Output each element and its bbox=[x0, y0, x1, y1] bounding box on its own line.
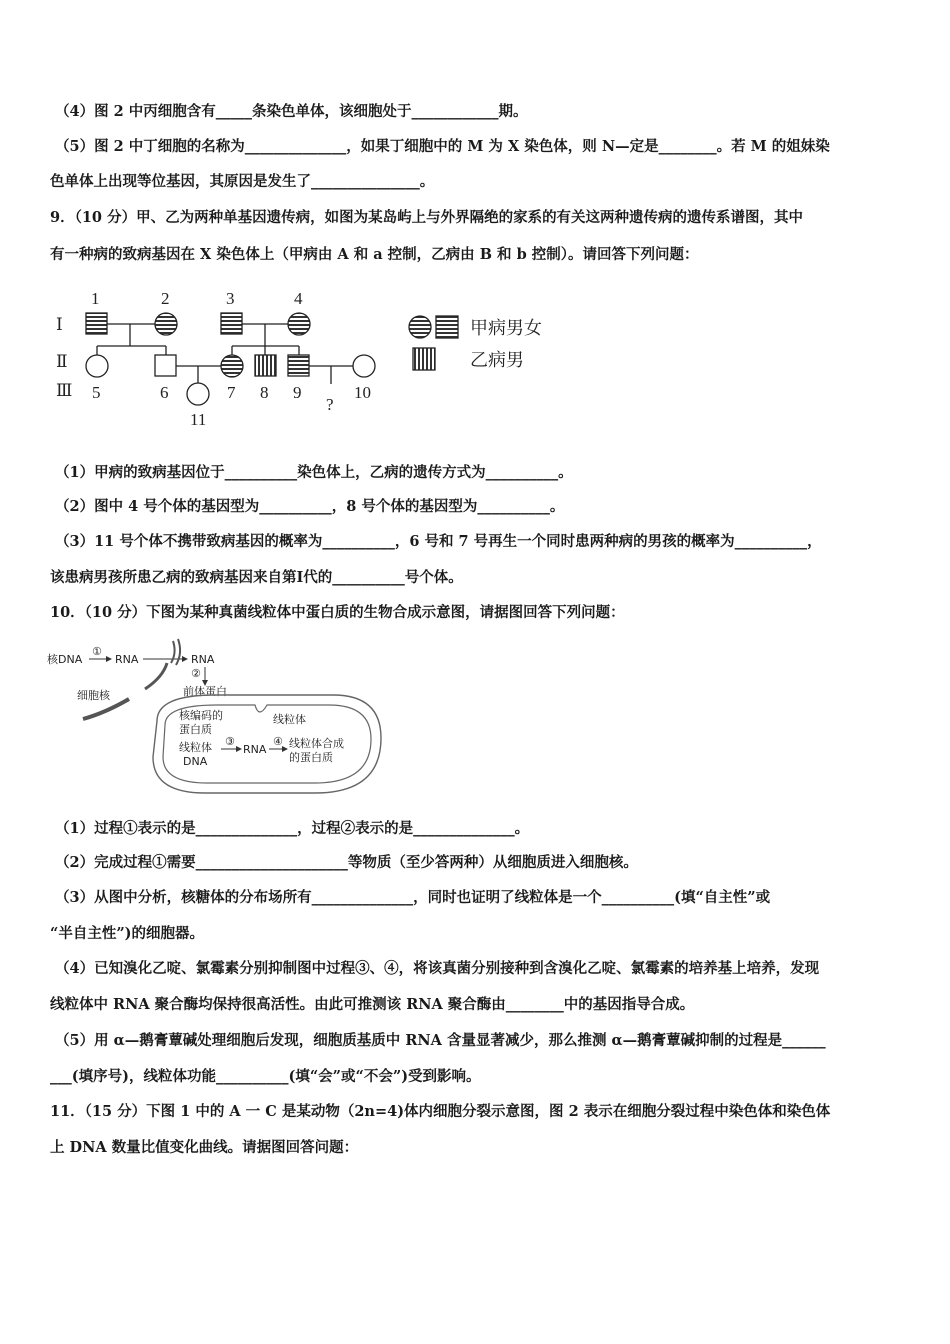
mt-protein-label-2: 的蛋白质 bbox=[289, 751, 333, 764]
question-10-1: （1）过程①表示的是______________，过程②表示的是______________。 bbox=[55, 820, 530, 837]
question-11-title: 11．（15 分）下图 1 中的 A 一 C 是某动物（2n=4)体内细胞分裂示意图，图 2 表示在细胞分裂过程中染色体和染色体 bbox=[50, 1103, 831, 1120]
question-9-2: （2）图中 4 号个体的基因型为__________，8 号个体的基因型为__________。 bbox=[55, 498, 565, 515]
pedigree-chart bbox=[50, 280, 590, 430]
gen-label-1: Ⅰ bbox=[56, 315, 63, 334]
step-2-label: ② bbox=[191, 667, 201, 680]
nuc-protein-label-2: 蛋白质 bbox=[179, 723, 212, 736]
mito-label: 线粒体 bbox=[273, 713, 306, 726]
number-5: 5 bbox=[92, 383, 101, 402]
individual-10 bbox=[353, 355, 375, 377]
question-11-title-cont: 上 DNA 数量比值变化曲线。请据图回答问题： bbox=[50, 1139, 359, 1156]
individual-6 bbox=[155, 355, 176, 376]
individual-2 bbox=[155, 313, 177, 335]
step-3-label: ③ bbox=[225, 735, 235, 748]
number-9: 9 bbox=[293, 383, 302, 402]
question-10-2: （2）完成过程①需要_____________________等物质（至少答两种）从细胞质进入细胞核。 bbox=[55, 854, 638, 871]
question-10-5: （5）用 α—鹅膏蕈碱处理细胞后发现，细胞质基质中 RNA 含量显著减少，那么推测 α—鹅膏蕈碱抑制的过程是______ bbox=[55, 1032, 826, 1049]
question-10-5-cont: ___(填序号)，线粒体功能__________(填“会”或“不会”)受到影响。 bbox=[50, 1068, 481, 1085]
mt-dna-label-2: DNA bbox=[183, 755, 208, 768]
number-1: 1 bbox=[91, 289, 100, 308]
text-line-q8-4: （4）图 2 中丙细胞含有_____条染色单体，该细胞处于____________期。 bbox=[55, 103, 528, 120]
individual-11 bbox=[187, 383, 209, 405]
legend-male-a bbox=[436, 316, 458, 338]
question-10-3: （3）从图中分析，核糖体的分布场所有______________，同时也证明了线粒体是一个__________(填“自主性”或 bbox=[55, 889, 771, 906]
legend-b-label: 乙病男 bbox=[470, 350, 524, 371]
question-9-3-cont: 该患病男孩所患乙病的致病基因来自第Ⅰ代的__________号个体。 bbox=[50, 569, 463, 586]
question-10-title: 10．（10 分）下图为某种真菌线粒体中蛋白质的生物合成示意图，请据图回答下列问题： bbox=[50, 604, 625, 621]
question-9-title-cont: 有一种病的致病基因在 X 染色体上（甲病由 A 和 a 控制，乙病由 B 和 b 控制）。请回答下列问题： bbox=[50, 246, 699, 263]
gen-label-3: Ⅲ bbox=[56, 381, 73, 400]
rna-label-2: RNA bbox=[191, 653, 215, 666]
legend-male-b bbox=[413, 348, 435, 370]
individual-7 bbox=[221, 355, 243, 377]
mt-protein-label-1: 线粒体合成 bbox=[289, 737, 344, 750]
individual-4 bbox=[288, 313, 310, 335]
number-7: 7 bbox=[227, 383, 236, 402]
unknown-offspring: ? bbox=[326, 395, 334, 414]
question-10-4: （4）已知溴化乙啶、氯霉素分别抑制图中过程③、④，将该真菌分别接种到含溴化乙啶、氯霉素的培养基上培养，发现 bbox=[55, 960, 820, 977]
nuc-protein-label-1: 核编码的 bbox=[179, 709, 223, 722]
number-2: 2 bbox=[161, 289, 170, 308]
rna-label-3: RNA bbox=[243, 743, 267, 756]
nuclear-dna-label: 核DNA bbox=[47, 653, 83, 666]
step-1-label: ① bbox=[92, 645, 102, 658]
mito-protein-diagram bbox=[45, 633, 385, 803]
question-9-title: 9．（10 分）甲、乙为两种单基因遗传病，如图为某岛屿上与外界隔绝的家系的有关这两种遗传病的遗传系谱图，其中 bbox=[50, 209, 804, 226]
legend-a-label: 甲病男女 bbox=[470, 318, 542, 339]
rna-label-1: RNA bbox=[115, 653, 139, 666]
legend-female-a bbox=[409, 316, 431, 338]
individual-8 bbox=[255, 355, 276, 376]
nucleus-label: 细胞核 bbox=[77, 689, 110, 702]
text-line-q8-5: （5）图 2 中丁细胞的名称为______________，如果丁细胞中的 M 为 X 染色体，则 N—定是________。若 M 的姐妹染 bbox=[55, 138, 830, 155]
precursor-protein-label: 前体蛋白 bbox=[183, 685, 227, 698]
question-9-1: （1）甲病的致病基因位于__________染色体上，乙病的遗传方式为__________。 bbox=[55, 464, 573, 481]
individual-1 bbox=[86, 313, 107, 334]
step-4-label: ④ bbox=[273, 735, 283, 748]
number-8: 8 bbox=[260, 383, 269, 402]
question-9-3: （3）11 号个体不携带致病基因的概率为__________，6 号和 7 号再生一个同时患两种病的男孩的概率为__________， bbox=[55, 533, 822, 550]
number-3: 3 bbox=[226, 289, 235, 308]
number-6: 6 bbox=[160, 383, 169, 402]
text-line-q8-5-cont: 色单体上出现等位基因，其原因是发生了_______________。 bbox=[50, 173, 435, 190]
individual-3 bbox=[221, 313, 242, 334]
question-10-4-cont: 线粒体中 RNA 聚合酶均保持很高活性。由此可推测该 RNA 聚合酶由________中的基因指导合成。 bbox=[50, 996, 695, 1013]
mt-dna-label-1: 线粒体 bbox=[179, 741, 212, 754]
individual-9 bbox=[288, 355, 309, 376]
number-11: 11 bbox=[190, 410, 207, 429]
number-10: 10 bbox=[354, 383, 371, 402]
number-4: 4 bbox=[294, 289, 303, 308]
question-10-3-cont: “半自主性”)的细胞器。 bbox=[50, 925, 205, 942]
gen-label-2: Ⅱ bbox=[56, 352, 68, 371]
individual-5 bbox=[86, 355, 108, 377]
